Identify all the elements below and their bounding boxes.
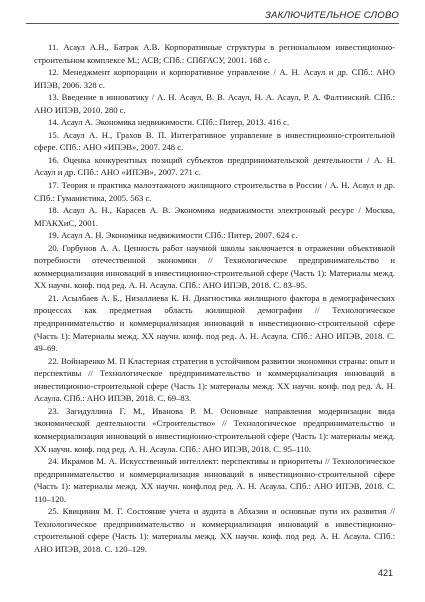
reference-list (34, 41, 395, 555)
reference-item: 12. Менеджмент корпорации и корпоративное управление / А. Н. Асаул и др. СПб.: АНО ИПЭВ, 2006. 328 с. (34, 67, 395, 90)
page-number: 421 (377, 568, 393, 578)
reference-item: 14. Асаул А. Экономика недвижимости. СПб.: Питер, 2013. 416 с. (48, 117, 290, 128)
reference-item: 15. Асаул А. Н., Грахов В. П. Интегративное управление в инвестиционно-строительной сфере. СПб.: АНО «ИПЭВ», 2007. 248 с. (34, 129, 395, 153)
reference-item: 18. Асаул А. Н., Карасев А. В. Экономика недвижимости электронный ресурс / Москва, МГАКХиС, 2001. (34, 205, 395, 228)
reference-item: 16. Оценка конкурентных позиций субъектов предпринимательской деятельности / А. Н. Асаул и др. СПб.: АНО «ИПЭВ», 2007. 271 с. (34, 154, 395, 178)
reference-item: 13. Введение в инноватику / А. Н. Асаул, В. В. Асаул, Н. А. Асаул, Р. А. Фалтинский. СПб.: АНО ИПЭВ, 2010. 280 с. (34, 92, 395, 115)
reference-item: 23. Загидуллина Г. М., Иванова Р. М. Основные направления модернизации вида экономической деятельности «Строительство» // Технологическое предпринимательство и коммерциализация инноваций в инвестиционно-строительной сфере (Часть 1): материалы межд. XX научн. конф. под ред. А. Н. Асаула. СПб.: АНО ИПЭВ, 2018. С. 95–110. (34, 405, 395, 454)
reference-item: 20. Горбунов А. А. Ценность работ научной школы заключается в отражении объективной потребности отечественной экономики // Технологическое предпринимательство и коммерциализация инноваций в инвестиционно-строительной сфере (Часть 1): Материалы межд. XX научн. конф. под ред. А. Н. Асаула. СПб.: АНО ИПЭВ, 2018. С. 83–95. (34, 242, 395, 291)
reference-item: 17. Теория и практика малоэтажного жилищного строительства в России / А. Н. Асаул и др. СПб.: Гуманистика, 2005. 563 с. (34, 180, 395, 203)
reference-item: 22. Войнаренко М. П Кластерная стратегия в устойчивом развитии экономики страны: опыт и перспективы // Технологическое предпринимательство и коммерциализация инноваций в инвестиционно-строительной сфере (Часть 1): материалы межд. XX научн. конф. под ред. А. Н. Асаула. СПб.: АНО ИПЭВ, 2018. С. 69–83. (34, 355, 395, 404)
reference-item: 25. Квициния М. Г. Состояние учета и аудита в Абхазии и основные пути их развития // Технологическое предпринимательство и коммерциализация инноваций в инвестиционно-строительной сфере (Часть 1): материалы межд. XX научн. конф. под ред. А. Н. Асаула. СПб.: АНО ИПЭВ, 2018. С. 120–129. (34, 506, 395, 554)
reference-item: 19. Асаул А. Н. Экономика недвижимости СПб.: Питер, 2007. 624 с. (48, 230, 298, 241)
reference-item: 24. Икрамов М. А. Искусственный интеллект: перспективы и приоритеты // Технологическое предпринимательство и коммерциализация инноваций в инвестиционно-строительной сфере (Часть 1): материалы межд. XX научн. конф.под ред. А. Н. Асаула. СПб.: АНО ИПЭВ, 2018. С. 110–120. (34, 456, 395, 504)
running-header: ЗАКЛЮЧИТЕЛЬНОЕ СЛОВО (26, 10, 399, 24)
reference-item: 11. Асаул А.Н., Батрак А.В. Корпоративные структуры в региональном инвестиционно-строительном комплексе М.; АСВ; СПб.: СПбГАСУ, 2001. 168 с. (34, 42, 395, 65)
reference-item: 21. Асылбаев А. Б., Низаллиева К. Н. Диагностика жилищного фактора в демографических процессах как предметная область жилищной демографии // Технологическое предпринимательство и коммерциализация инноваций в инвестиционно-строительной сфере (Часть 1): Материалы межд. XX научн. конф. под ред. А. Н. Асаула. СПб.: АНО ИПЭВ, 2018. С. 49–69. (34, 292, 395, 354)
